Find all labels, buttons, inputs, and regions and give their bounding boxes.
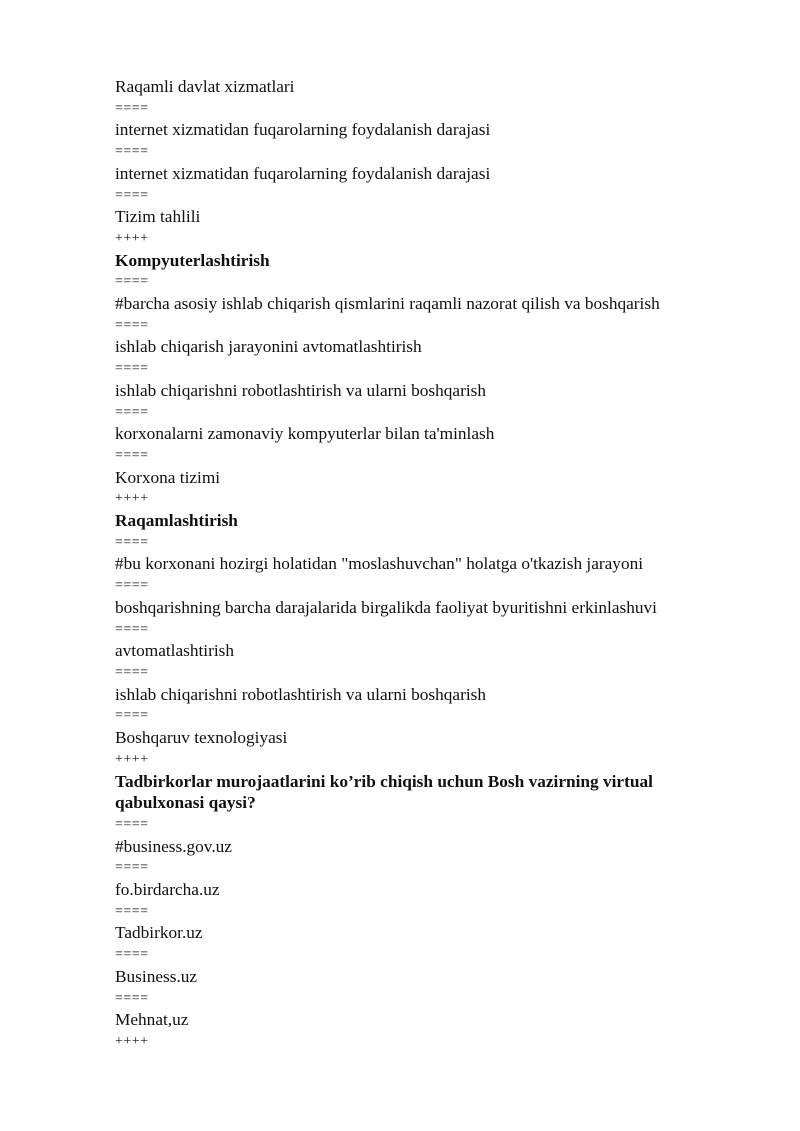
answer-option: #business.gov.uz xyxy=(115,836,232,856)
answer-option: fo.birdarcha.uz xyxy=(115,880,220,900)
answer-option: #bu korxonani hozirgi holatidan "moslashuvchan" holatga o'tkazish jarayoni xyxy=(115,554,644,574)
question-text: Raqamlashtirish xyxy=(115,511,238,531)
option-separator: ==== xyxy=(115,100,149,116)
option-separator: ==== xyxy=(115,947,149,963)
answer-option: Mehnat,uz xyxy=(115,1010,189,1030)
question-separator: ++++ xyxy=(115,491,149,507)
answer-option: ishlab chiqarishni robotlashtirish va ularni boshqarish xyxy=(115,380,487,400)
answer-option: internet xizmatidan fuqarolarning foydalanish darajasi xyxy=(115,163,491,183)
option-separator: ==== xyxy=(115,317,149,333)
answer-option: #barcha asosiy ishlab chiqarish qismlarini raqamli nazorat qilish va boshqarish xyxy=(115,294,660,314)
question-separator: ++++ xyxy=(115,751,149,767)
question-separator: ++++ xyxy=(115,230,149,246)
answer-option: Boshqaruv texnologiyasi xyxy=(115,728,288,748)
option-separator: ==== xyxy=(115,404,149,420)
answer-option: avtomatlashtirish xyxy=(115,641,235,661)
option-separator: ==== xyxy=(115,447,149,463)
option-separator: ==== xyxy=(115,361,149,377)
option-separator: ==== xyxy=(115,187,149,203)
answer-option: Raqamli davlat xizmatlari xyxy=(115,77,295,96)
question-separator: ++++ xyxy=(115,1033,149,1049)
answer-option: Tizim tahlili xyxy=(115,207,201,227)
option-separator: ==== xyxy=(115,578,149,594)
question-text: Kompyuterlashtirish xyxy=(115,250,270,270)
option-separator: ==== xyxy=(115,903,149,919)
option-separator: ==== xyxy=(115,990,149,1006)
document-page xyxy=(115,76,735,1053)
option-separator: ==== xyxy=(115,860,149,876)
option-separator: ==== xyxy=(115,708,149,724)
answer-option: Korxona tizimi xyxy=(115,467,221,487)
answer-option: korxonalarni zamonaviy kompyuterlar bilan ta'minlash xyxy=(115,424,495,444)
option-separator: ==== xyxy=(115,816,149,832)
answer-option: internet xizmatidan fuqarolarning foydalanish darajasi xyxy=(115,120,491,140)
option-separator: ==== xyxy=(115,144,149,160)
answer-option: Tadbirkor.uz xyxy=(115,923,203,943)
question-text: Tadbirkorlar murojaatlarini ko’rib chiqish uchun Bosh vazirning virtual qabulxonasi qaysi? xyxy=(115,771,653,813)
option-separator: ==== xyxy=(115,534,149,550)
answer-option: Business.uz xyxy=(115,966,198,986)
option-separator: ==== xyxy=(115,621,149,637)
answer-option: ishlab chiqarish jarayonini avtomatlashtirish xyxy=(115,337,422,357)
answer-option: ishlab chiqarishni robotlashtirish va ularni boshqarish xyxy=(115,684,487,704)
option-separator: ==== xyxy=(115,274,149,290)
option-separator: ==== xyxy=(115,664,149,680)
answer-option: boshqarishning barcha darajalarida birgalikda faoliyat byuritishni erkinlashuvi xyxy=(115,597,657,617)
